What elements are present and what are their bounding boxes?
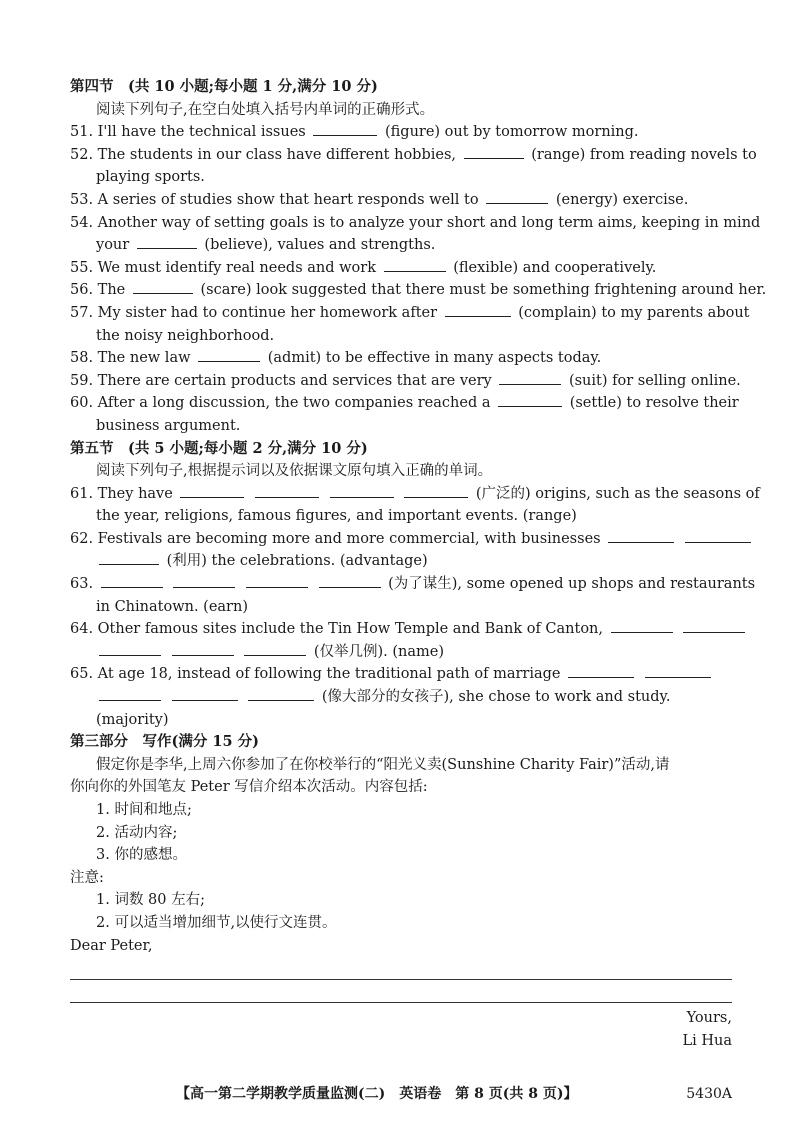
note-label: 注意: (70, 869, 104, 886)
footer-title: 【高一第二学期教学质量监测(二) 英语卷 第 8 页(共 8 页)】 (176, 1086, 578, 1102)
note-item: 1. 词数 80 左右; (96, 892, 205, 909)
question-number: 51. (70, 124, 94, 141)
question-54 (70, 212, 761, 235)
question-text: The students in our class have different hobbies, (97, 146, 457, 163)
answer-blank[interactable] (384, 257, 446, 272)
page-footer (0, 1082, 800, 1106)
question-60 (70, 392, 739, 415)
question-number: 62. (70, 530, 94, 547)
question-65-continued (70, 686, 732, 709)
question-text: The (97, 282, 126, 299)
question-65 (70, 663, 732, 686)
exam-page (70, 76, 767, 1052)
question-text: There are certain products and services that are very (97, 372, 492, 389)
question-text: (complain) to my parents about (518, 304, 750, 321)
answer-blank[interactable] (685, 528, 751, 543)
question-text: Another way of setting goals is to analyze your short and long term aims, keeping in mind (97, 214, 761, 231)
answer-blank[interactable] (133, 279, 193, 294)
section4-instruction: 阅读下列句子,在空白处填入括号内单词的正确形式。 (96, 101, 435, 118)
question-64 (70, 618, 732, 641)
content-item: 2. 活动内容; (96, 824, 178, 841)
question-53 (70, 189, 732, 212)
salutation: Dear Peter, (70, 937, 153, 954)
question-57 (70, 302, 750, 325)
question-number: 64. (70, 621, 94, 638)
question-52 (70, 144, 757, 167)
answer-blank[interactable] (99, 641, 161, 656)
answer-blank[interactable] (99, 550, 159, 565)
question-number: 54. (70, 214, 94, 231)
question-number: 57. (70, 304, 94, 321)
question-54-continued (70, 234, 732, 257)
answer-blank[interactable] (255, 483, 319, 498)
question-text: I'll have the technical issues (97, 124, 306, 141)
answer-blank[interactable] (244, 641, 306, 656)
answer-blank[interactable] (180, 483, 244, 498)
question-text: We must identify real needs and work (97, 259, 376, 276)
answer-blank[interactable] (173, 573, 235, 588)
question-text: (range) from reading novels to (531, 146, 757, 163)
question-number: 53. (70, 191, 94, 208)
question-text: (energy) exercise. (555, 191, 689, 208)
question-text: (believe), values and strengths. (204, 237, 436, 254)
answer-blank[interactable] (313, 121, 377, 136)
question-number: 59. (70, 372, 94, 389)
question-number: 63. (70, 576, 94, 593)
question-63 (70, 573, 756, 596)
question-56 (70, 279, 767, 302)
question-61 (70, 483, 760, 506)
question-text: Other famous sites include the Tin How Temple and Bank of Canton, (97, 621, 603, 638)
question-number: 52. (70, 146, 94, 163)
answer-blank[interactable] (330, 483, 394, 498)
question-62 (70, 528, 732, 551)
question-62-continued (70, 550, 732, 573)
question-text: They have (97, 485, 173, 502)
question-text: (suit) for selling online. (568, 372, 741, 389)
content-item: 3. 你的感想。 (96, 847, 187, 864)
question-57-continued: the noisy neighborhood. (96, 327, 275, 344)
question-55 (70, 257, 732, 280)
question-text: A series of studies show that heart responds well to (97, 191, 479, 208)
question-60-continued: business argument. (96, 417, 241, 434)
question-text: (figure) out by tomorrow morning. (384, 124, 639, 141)
writing-prompt-continued: 你向你的外国笔友 Peter 写信介绍本次活动。内容包括: (70, 779, 428, 796)
answer-blank[interactable] (608, 528, 674, 543)
answer-blank[interactable] (99, 686, 161, 701)
answer-blank[interactable] (172, 686, 238, 701)
paper-code: 5430A (686, 1086, 732, 1102)
question-number: 61. (70, 485, 94, 502)
question-text: Festivals are becoming more and more commercial, with businesses (97, 530, 601, 547)
writing-prompt: 假定你是李华,上周六你参加了在你校举行的“阳光义卖(Sunshine Charity Fair)”活动,请 (96, 756, 670, 773)
question-text: (广泛的) origins, such as the seasons of (475, 485, 760, 502)
section5-title: 第五节 (共 5 小题;每小题 2 分,满分 10 分) (70, 439, 368, 457)
answer-blank[interactable] (498, 392, 562, 407)
answer-blank[interactable] (611, 618, 673, 633)
answer-blank[interactable] (198, 347, 260, 362)
question-52-continued: playing sports. (96, 169, 205, 186)
answer-blank[interactable] (137, 234, 197, 249)
question-text: At age 18, instead of following the traditional path of marriage (97, 666, 561, 683)
question-59 (70, 370, 741, 393)
question-61-continued: the year, religions, famous figures, and important events. (range) (96, 508, 577, 525)
question-number: 65. (70, 666, 94, 683)
question-text: After a long discussion, the two companies reached a (97, 395, 491, 412)
question-number: 60. (70, 395, 94, 412)
writing-answer-line[interactable] (70, 980, 732, 1003)
question-text: (flexible) and cooperatively. (453, 259, 657, 276)
answer-blank[interactable] (172, 641, 234, 656)
question-number: 55. (70, 259, 94, 276)
letter-signature: Li Hua (682, 1032, 732, 1049)
question-text: (admit) to be effective in many aspects today. (267, 350, 602, 367)
question-65-continued-2: (majority) (96, 711, 169, 728)
answer-blank[interactable] (248, 686, 314, 701)
answer-blank[interactable] (486, 189, 548, 204)
part3-title: 第三部分 写作(满分 15 分) (70, 733, 259, 751)
answer-blank[interactable] (683, 618, 745, 633)
section4-title: 第四节 (共 10 小题;每小题 1 分,满分 10 分) (70, 78, 378, 95)
question-number: 58. (70, 350, 94, 367)
writing-answer-line[interactable] (70, 957, 732, 980)
question-64-continued (70, 641, 732, 664)
question-51 (70, 121, 732, 144)
question-text: (像大部分的女孩子), she chose to work and study. (321, 689, 671, 706)
question-63-continued: in Chinatown. (earn) (96, 598, 248, 615)
note-item: 2. 可以适当增加细节,以使行文连贯。 (96, 914, 337, 931)
question-text: (为了谋生), some opened up shops and restaurants (388, 576, 756, 593)
question-text: (settle) to resolve their (569, 395, 739, 412)
question-text: (仅举几例). (name) (313, 643, 444, 660)
section5-instruction: 阅读下列句子,根据提示词以及依据课文原句填入正确的单词。 (96, 463, 493, 480)
question-number: 56. (70, 282, 94, 299)
answer-blank[interactable] (568, 663, 634, 678)
answer-blank[interactable] (404, 483, 468, 498)
content-item: 1. 时间和地点; (96, 802, 192, 818)
question-text: (利用) the celebrations. (advantage) (166, 553, 428, 570)
answer-blank[interactable] (445, 302, 511, 317)
question-text: your (96, 237, 130, 254)
question-text: The new law (97, 350, 191, 367)
question-text: My sister had to continue her homework after (97, 304, 438, 321)
answer-blank[interactable] (464, 144, 524, 159)
answer-blank[interactable] (645, 663, 711, 678)
question-58 (70, 347, 732, 370)
question-text: (scare) look suggested that there must be something frightening around her. (200, 282, 767, 299)
answer-blank[interactable] (246, 573, 308, 588)
answer-blank[interactable] (499, 370, 561, 385)
answer-blank[interactable] (319, 573, 381, 588)
answer-blank[interactable] (101, 573, 163, 588)
letter-closing: Yours, (686, 1010, 732, 1027)
